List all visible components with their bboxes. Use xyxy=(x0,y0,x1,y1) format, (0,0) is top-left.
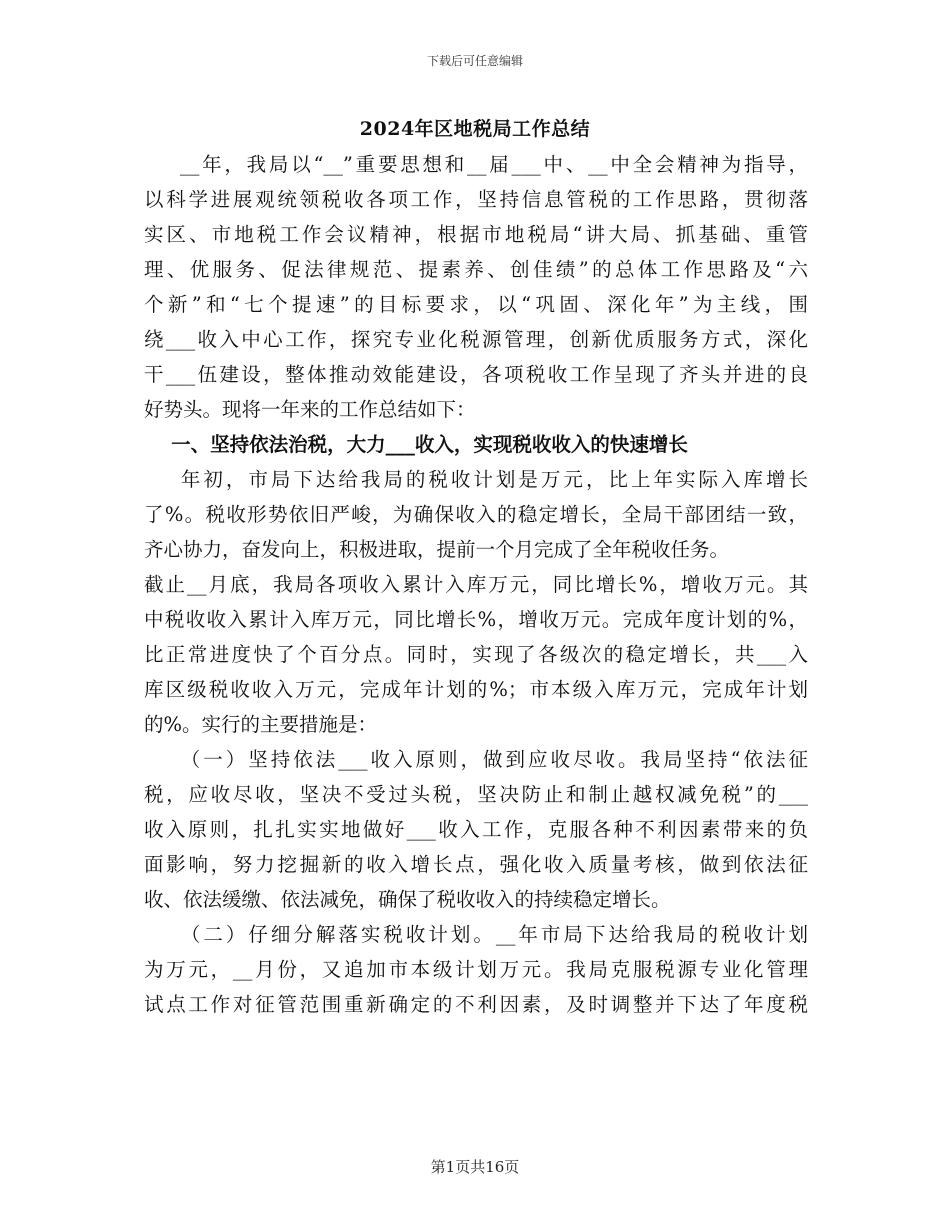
body-line: 年初，市局下达给我局的税收计划是万元，比上年实际入库增长 xyxy=(144,468,808,491)
document-body xyxy=(144,147,808,1022)
body-line: 干___伍建设，整体推动效能建设，各项税收工作呈现了齐头并进的良 xyxy=(144,363,808,386)
body-line: 为万元，__月份，又追加市本级计划万元。我局克服税源专业化管理 xyxy=(144,958,808,981)
page-number: 第1页共16页 xyxy=(430,1158,520,1176)
body-line: 收入原则，扎扎实实地做好___收入工作，克服各种不利因素带来的负 xyxy=(144,818,808,841)
body-line: 绕___收入中心工作，探究专业化税源管理，创新优质服务方式，深化 xyxy=(144,328,808,351)
body-line: （二）仔细分解落实税收计划。__年市局下达给我局的税收计划 xyxy=(144,923,808,946)
body-line: 收、依法缓缴、依法减免，确保了税收收入的持续稳定增长。 xyxy=(144,888,671,911)
page-header-note: 下载后可任意编辑 xyxy=(426,54,523,68)
body-line: 了%。税收形势依旧严峻，为确保收入的稳定增长，全局干部团结一致， xyxy=(144,503,808,526)
document-title: 2024年区地税局工作总结 xyxy=(359,118,591,140)
section-heading: 一、坚持依法治税，大力___收入，实现税收收入的快速增长 xyxy=(144,433,688,456)
body-line: 理、优服务、促法律规范、提素养、创佳绩”的总体工作思路及“六 xyxy=(144,258,808,281)
body-line: 面影响，努力挖掘新的收入增长点，强化收入质量考核，做到依法征 xyxy=(144,853,808,876)
body-line: 的%。实行的主要措施是： xyxy=(144,713,378,736)
body-line: 试点工作对征管范围重新确定的不利因素，及时调整并下达了年度税 xyxy=(144,993,808,1016)
body-line: 截止__月底，我局各项收入累计入库万元，同比增长%，增收万元。其 xyxy=(144,573,808,596)
body-line: 税，应收尽收，坚决不受过头税，坚决防止和制止越权减免税”的___ xyxy=(144,783,808,806)
body-line: 库区级税收收入万元，完成年计划的%；市本级入库万元，完成年计划 xyxy=(144,678,808,701)
body-line: 实区、市地税工作会议精神，根据市地税局“讲大局、抓基础、重管 xyxy=(144,223,808,246)
body-line: 个新”和“七个提速”的目标要求，以“巩固、深化年”为主线，围 xyxy=(144,293,808,316)
body-line: 齐心协力，奋发向上，积极进取，提前一个月完成了全年税收任务。 xyxy=(144,538,730,561)
body-line: 比正常进度快了个百分点。同时，实现了各级次的稳定增长，共___入 xyxy=(144,643,808,666)
body-line: 中税收收入累计入库万元，同比增长%，增收万元。完成年度计划的%， xyxy=(144,608,808,631)
body-line: __年，我局以“__”重要思想和__届___中、__中全会精神为指导， xyxy=(144,153,808,176)
body-line: （一）坚持依法___收入原则，做到应收尽收。我局坚持“依法征 xyxy=(144,748,808,771)
body-line: 以科学进展观统领税收各项工作，坚持信息管税的工作思路，贯彻落 xyxy=(144,188,808,211)
body-line: 好势头。现将一年来的工作总结如下： xyxy=(144,398,476,421)
